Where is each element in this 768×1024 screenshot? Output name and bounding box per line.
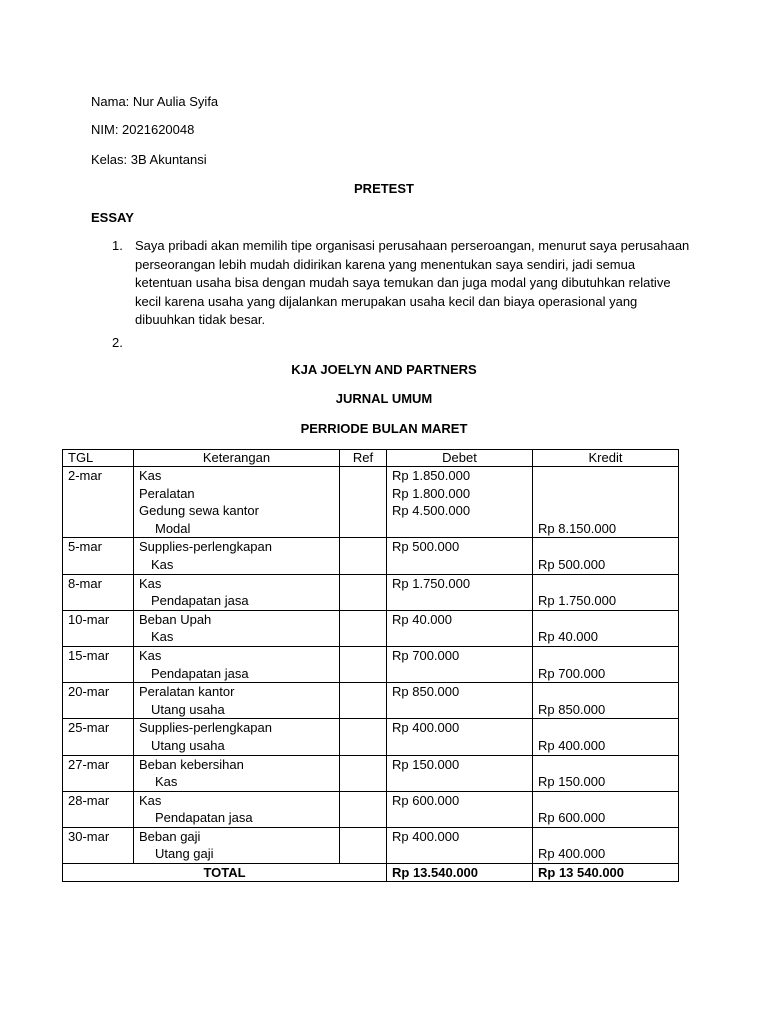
essay-item-number: 1. [112,238,123,253]
cell-keterangan [134,538,340,574]
cell-tgl: 10-mar [63,610,134,646]
debet-amount: Rp 40.000 [392,611,452,627]
account-credit: Pendapatan jasa [151,593,249,609]
cell-kredit [533,646,679,682]
cell-kredit [533,538,679,574]
table-row [63,574,679,610]
debet-amount: Rp 1.750.000 [392,575,471,591]
cell-keterangan [134,827,340,863]
cell-keterangan [134,683,340,719]
student-nim: NIM: 2021620048 [91,122,195,137]
cell-debet [387,755,533,791]
cell-tgl: 20-mar [63,683,134,719]
cell-keterangan [134,574,340,610]
table-row [63,538,679,574]
kredit-amount: Rp 600.000 [538,810,606,826]
cell-ref [340,467,387,538]
cell-kredit [533,467,679,538]
essay-line: Saya pribadi akan memilih tipe organisasi perusahaan perseroangan, menurut saya perusahaan [135,238,690,253]
total-label: TOTAL [63,864,387,882]
cell-debet [387,827,533,863]
kredit-amount: Rp 400.000 [538,737,606,753]
cell-keterangan [134,610,340,646]
cell-ref [340,791,387,827]
kredit-amount: Rp 400.000 [538,846,606,862]
account-credit: Kas [151,556,174,572]
cell-debet [387,467,533,538]
account-credit: Utang gaji [155,846,214,862]
cell-keterangan [134,791,340,827]
cell-ref [340,755,387,791]
account-debit: Beban gaji [139,828,201,844]
kredit-amount: Rp 8.150.000 [538,520,617,536]
cell-kredit [533,683,679,719]
cell-debet [387,646,533,682]
cell-keterangan [134,755,340,791]
table-header-row [63,450,679,467]
cell-ref [340,719,387,755]
account-debit: Beban kebersihan [139,756,244,772]
table-row [63,719,679,755]
kredit-amount: Rp 500.000 [538,556,606,572]
student-name: Nama: Nur Aulia Syifa [91,94,219,109]
debet-amount: Rp 400.000 [392,720,460,736]
cell-ref [340,610,387,646]
debet-amount: Rp 4.500.000 [392,503,471,519]
total-debet: Rp 13.540.000 [387,864,533,882]
debet-amount: Rp 150.000 [392,756,460,772]
debet-amount: Rp 600.000 [392,792,460,808]
kredit-amount: Rp 700.000 [538,665,606,681]
cell-kredit [533,755,679,791]
account-credit: Kas [155,774,178,790]
header-tgl: TGL [63,450,134,467]
account-credit: Pendapatan jasa [155,810,253,826]
journal-heading: JURNAL UMUM [335,391,433,406]
cell-debet [387,610,533,646]
kredit-amount: Rp 1.750.000 [538,593,617,609]
account-credit: Kas [151,629,174,645]
cell-kredit [533,574,679,610]
kredit-amount: Rp 150.000 [538,774,606,790]
cell-tgl: 8-mar [63,574,134,610]
account-debit: Beban Upah [139,611,212,627]
account-credit: Utang usaha [151,737,225,753]
cell-kredit [533,719,679,755]
account-debit: Supplies-perlengkapan [139,539,272,555]
account-debit: Gedung sewa kantor [139,503,259,519]
total-row [63,864,679,882]
account-debit: Supplies-perlengkapan [139,720,272,736]
essay-heading: ESSAY [91,210,134,225]
cell-ref [340,646,387,682]
essay-line: kecil karena usaha yang dijalankan merupakan usaha kecil dan biaya operasional yang [135,293,638,309]
account-debit: Kas [139,647,162,663]
debet-amount: Rp 1.800.000 [392,485,471,501]
account-debit: Peralatan kantor [139,684,235,700]
journal-table [62,449,679,882]
cell-debet [387,574,533,610]
pretest-heading: PRETEST [354,181,414,196]
total-kredit: Rp 13 540.000 [533,864,679,882]
cell-debet [387,683,533,719]
cell-keterangan [134,719,340,755]
table-row [63,827,679,863]
account-debit: Kas [139,468,162,483]
account-debit: Peralatan [139,485,195,501]
header-debet: Debet [387,450,533,467]
header-keterangan: Keterangan [134,450,340,467]
table-row [63,610,679,646]
account-debit: Kas [139,575,162,591]
essay-item-1 [91,237,691,330]
kredit-amount: Rp 40.000 [538,629,598,645]
cell-ref [340,683,387,719]
account-credit: Utang usaha [151,701,225,717]
account-credit: Modal [155,520,191,536]
cell-tgl: 2-mar [63,467,134,538]
cell-tgl: 30-mar [63,827,134,863]
table-row [63,646,679,682]
company-heading: KJA JOELYN AND PARTNERS [291,362,477,377]
account-debit: Kas [139,792,162,808]
essay-line: dibuuhkan tidak besar. [135,312,266,328]
cell-debet [387,791,533,827]
kredit-amount: Rp 850.000 [538,701,606,717]
cell-kredit [533,610,679,646]
cell-keterangan [134,467,340,538]
essay-item-number: 2. [112,334,123,350]
debet-amount: Rp 1.850.000 [392,468,471,483]
cell-tgl: 25-mar [63,719,134,755]
cell-keterangan [134,646,340,682]
table-row [63,755,679,791]
cell-debet [387,538,533,574]
cell-tgl: 28-mar [63,791,134,827]
student-class: Kelas: 3B Akuntansi [91,152,207,167]
cell-debet [387,719,533,755]
essay-list [91,237,691,353]
cell-tgl: 15-mar [63,646,134,682]
period-heading: PERRIODE BULAN MARET [300,421,468,436]
debet-amount: Rp 700.000 [392,647,460,663]
table-row [63,467,679,538]
essay-line: ketentuan usaha bisa dengan mudah saya temukan dan juga modal yang dibutuhkan relative [135,275,671,291]
table-row [63,791,679,827]
essay-item-2 [91,334,691,353]
debet-amount: Rp 850.000 [392,684,460,700]
cell-ref [340,538,387,574]
debet-amount: Rp 500.000 [392,539,460,555]
cell-kredit [533,791,679,827]
cell-ref [340,827,387,863]
cell-tgl: 27-mar [63,755,134,791]
cell-kredit [533,827,679,863]
cell-ref [340,574,387,610]
essay-line: perseorangan lebih mudah didirikan karena yang menentukan saya sendiri, jadi semua [135,256,636,272]
account-credit: Pendapatan jasa [151,665,249,681]
header-kredit: Kredit [533,450,679,467]
header-ref: Ref [340,450,387,467]
cell-tgl: 5-mar [63,538,134,574]
debet-amount: Rp 400.000 [392,828,460,844]
table-row [63,683,679,719]
